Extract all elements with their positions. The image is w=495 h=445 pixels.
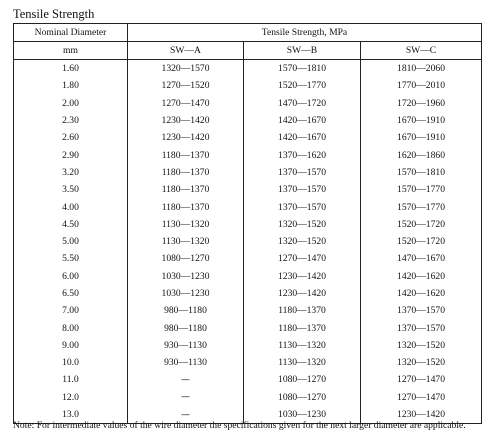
- sw-c-cell: 1770—2010: [361, 77, 482, 94]
- footnote: Note: For intermediate values of the wire diameter the specifications given for the next larger diameter are applicable.: [13, 420, 466, 431]
- sw-c-cell: 1670—1910: [361, 112, 482, 129]
- table-title: Tensile Strength: [13, 7, 95, 21]
- table-row: [14, 285, 482, 302]
- diameter-cell: 2.60: [14, 129, 128, 146]
- sw-c-cell: 1470—1670: [361, 250, 482, 267]
- sw-b-cell: 1370—1620: [244, 146, 361, 163]
- sw-a-cell: 1180—1370: [128, 198, 244, 215]
- sw-b-cell: 1130—1320: [244, 337, 361, 354]
- grade-header-sw-b: SW—B: [244, 42, 361, 60]
- sw-c-cell: 1810—2060: [361, 60, 482, 78]
- diameter-cell: 4.00: [14, 198, 128, 215]
- tensile-strength-header: Tensile Strength, MPa: [128, 24, 482, 42]
- sw-b-cell: 1520—1770: [244, 77, 361, 94]
- table-row: [14, 60, 482, 78]
- sw-b-cell: 1130—1320: [244, 354, 361, 371]
- sw-a-cell: 980—1180: [128, 302, 244, 319]
- diameter-cell: 1.80: [14, 77, 128, 94]
- sw-c-cell: 1230—1420: [361, 406, 482, 424]
- diameter-cell: 10.0: [14, 354, 128, 371]
- grade-header-sw-a: SW—A: [128, 42, 244, 60]
- sw-a-cell: 1130—1320: [128, 216, 244, 233]
- sw-a-cell: 980—1180: [128, 319, 244, 336]
- sw-b-cell: 1030—1230: [244, 406, 361, 424]
- sw-c-cell: 1270—1470: [361, 371, 482, 388]
- sw-c-cell: 1720—1960: [361, 95, 482, 112]
- grade-header-sw-c: SW—C: [361, 42, 482, 60]
- sw-a-cell: 1230—1420: [128, 129, 244, 146]
- sw-b-cell: 1420—1670: [244, 129, 361, 146]
- table-row: [14, 216, 482, 233]
- table-row: [14, 302, 482, 319]
- diameter-cell: 11.0: [14, 371, 128, 388]
- sw-a-cell: 1080—1270: [128, 250, 244, 267]
- table-row: [14, 146, 482, 163]
- diameter-cell: 7.00: [14, 302, 128, 319]
- sw-b-cell: 1080—1270: [244, 389, 361, 406]
- sw-a-cell: 1030—1230: [128, 285, 244, 302]
- table-row: [14, 268, 482, 285]
- sw-b-cell: 1320—1520: [244, 233, 361, 250]
- diameter-cell: 1.60: [14, 60, 128, 78]
- sw-a-cell: 1180—1370: [128, 164, 244, 181]
- table-row: [14, 371, 482, 388]
- sw-c-cell: 1370—1570: [361, 302, 482, 319]
- sw-a-cell: 1270—1520: [128, 77, 244, 94]
- sw-b-cell: 1320—1520: [244, 216, 361, 233]
- table-body: [14, 60, 482, 424]
- diameter-cell: 9.00: [14, 337, 128, 354]
- sw-c-cell: 1420—1620: [361, 285, 482, 302]
- sw-c-cell: 1670—1910: [361, 129, 482, 146]
- sw-a-cell: 1270—1470: [128, 95, 244, 112]
- diameter-cell: 6.00: [14, 268, 128, 285]
- diameter-cell: 5.00: [14, 233, 128, 250]
- sw-a-cell: 1230—1420: [128, 112, 244, 129]
- sw-a-cell: 1320—1570: [128, 60, 244, 78]
- diameter-cell: 2.30: [14, 112, 128, 129]
- table-row: [14, 129, 482, 146]
- diameter-cell: 2.00: [14, 95, 128, 112]
- sw-c-cell: 1270—1470: [361, 389, 482, 406]
- sw-b-cell: 1470—1720: [244, 95, 361, 112]
- table-row: [14, 112, 482, 129]
- table-row: [14, 319, 482, 336]
- sw-a-cell: 1030—1230: [128, 268, 244, 285]
- subheader-row: [14, 42, 482, 60]
- sw-b-cell: 1230—1420: [244, 268, 361, 285]
- table-row: [14, 181, 482, 198]
- table-row: [14, 77, 482, 94]
- header-row: [14, 24, 482, 42]
- table-row: [14, 354, 482, 371]
- sw-b-cell: 1180—1370: [244, 319, 361, 336]
- diameter-cell: 3.20: [14, 164, 128, 181]
- diameter-cell: 6.50: [14, 285, 128, 302]
- sw-a-cell: 1180—1370: [128, 181, 244, 198]
- diameter-cell: 8.00: [14, 319, 128, 336]
- sw-c-cell: 1620—1860: [361, 146, 482, 163]
- sw-b-cell: 1080—1270: [244, 371, 361, 388]
- table-row: [14, 389, 482, 406]
- table-row: [14, 250, 482, 267]
- diameter-cell: 5.50: [14, 250, 128, 267]
- sw-a-cell: 1130—1320: [128, 233, 244, 250]
- unit-header: mm: [14, 42, 128, 60]
- sw-c-cell: 1320—1520: [361, 354, 482, 371]
- sw-b-cell: 1370—1570: [244, 164, 361, 181]
- sw-c-cell: 1520—1720: [361, 216, 482, 233]
- sw-b-cell: 1230—1420: [244, 285, 361, 302]
- sw-c-cell: 1570—1770: [361, 181, 482, 198]
- sw-a-cell: 930—1130: [128, 337, 244, 354]
- sw-a-cell: —: [128, 371, 244, 388]
- sw-c-cell: 1320—1520: [361, 337, 482, 354]
- sw-c-cell: 1570—1770: [361, 198, 482, 215]
- sw-b-cell: 1420—1670: [244, 112, 361, 129]
- sw-c-cell: 1570—1810: [361, 164, 482, 181]
- sw-a-cell: 930—1130: [128, 354, 244, 371]
- sw-b-cell: 1180—1370: [244, 302, 361, 319]
- sw-a-cell: —: [128, 389, 244, 406]
- sw-b-cell: 1370—1570: [244, 198, 361, 215]
- diameter-cell: 13.0: [14, 406, 128, 424]
- diameter-cell: 4.50: [14, 216, 128, 233]
- sw-b-cell: 1570—1810: [244, 60, 361, 78]
- table-row: [14, 233, 482, 250]
- sw-c-cell: 1370—1570: [361, 319, 482, 336]
- sw-b-cell: 1370—1570: [244, 181, 361, 198]
- diameter-cell: 3.50: [14, 181, 128, 198]
- table-row: [14, 164, 482, 181]
- sw-a-cell: —: [128, 406, 244, 424]
- tensile-strength-table: [13, 23, 482, 424]
- nominal-diameter-header: Nominal Diameter: [14, 24, 128, 42]
- sw-c-cell: 1520—1720: [361, 233, 482, 250]
- sw-c-cell: 1420—1620: [361, 268, 482, 285]
- sw-a-cell: 1180—1370: [128, 146, 244, 163]
- sw-b-cell: 1270—1470: [244, 250, 361, 267]
- diameter-cell: 2.90: [14, 146, 128, 163]
- diameter-cell: 12.0: [14, 389, 128, 406]
- table-row: [14, 198, 482, 215]
- table-row: [14, 337, 482, 354]
- table-row: [14, 95, 482, 112]
